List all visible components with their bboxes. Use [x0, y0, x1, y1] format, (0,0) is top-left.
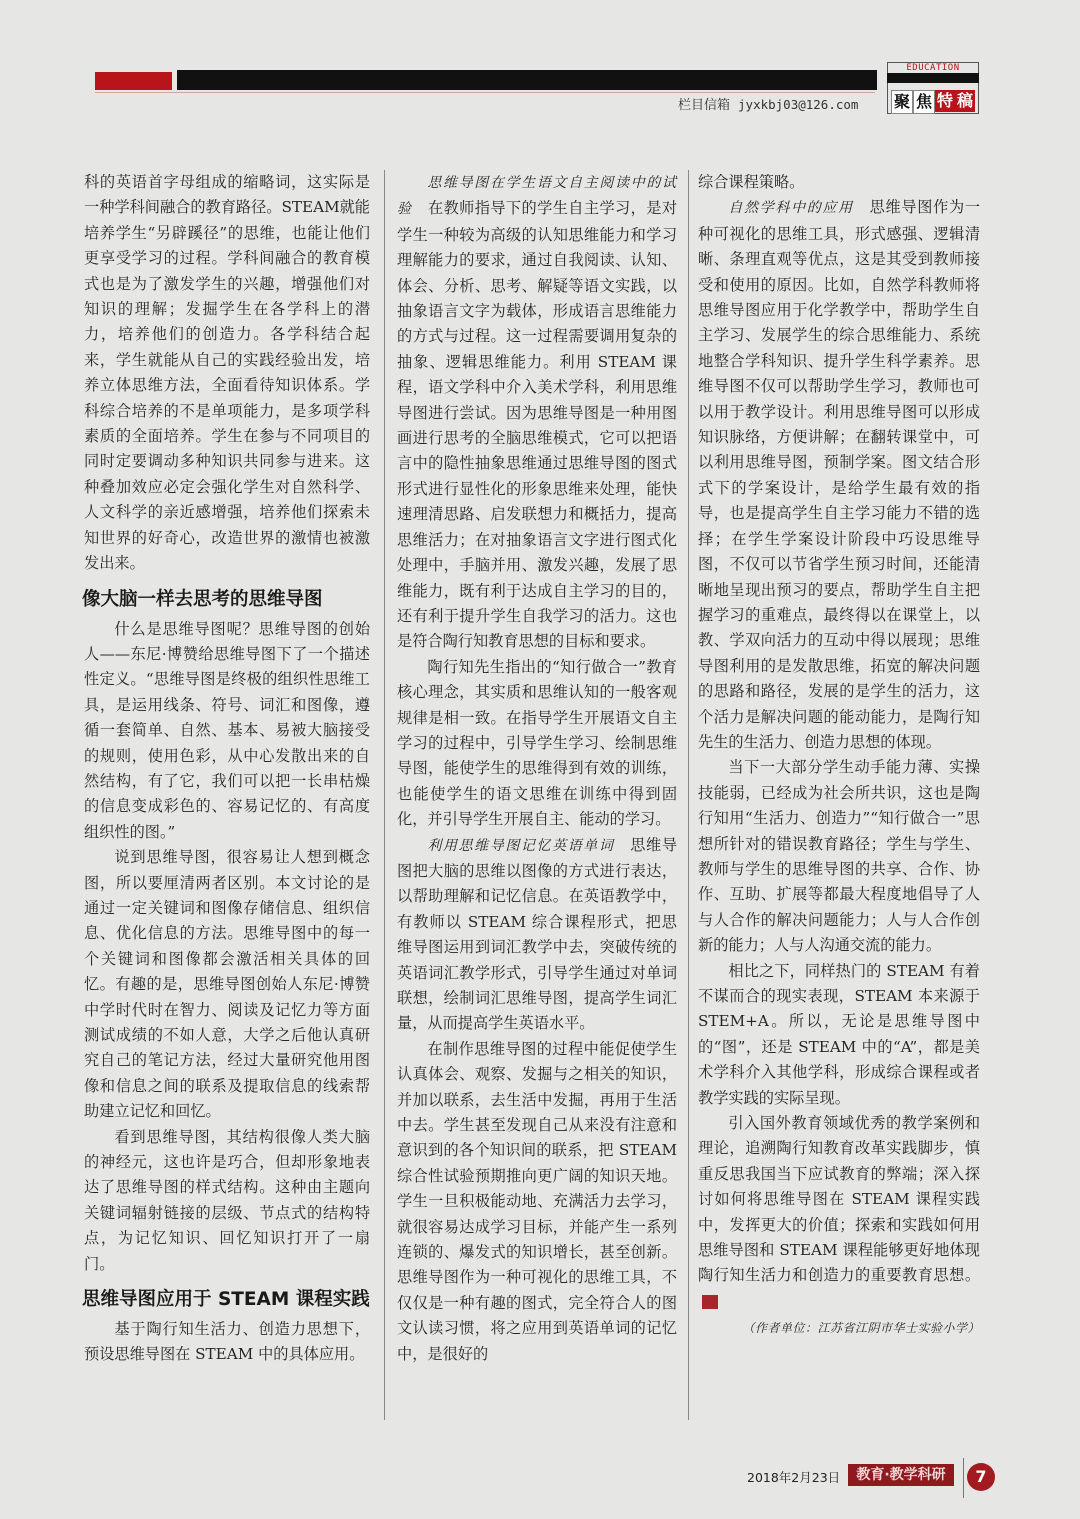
paragraph: 当下一大部分学生动手能力薄、实操技能弱，已经成为社会所共识，这也是陶行知用“生活力、创造力”“知行做合一”思想所针对的错误教育路径；学生与学生、教师与学生的思维导图的共享、合作、协作、互助、扩展等都最大程度地倡导了人与人合作的解决问题能力；人与人合作创新的能力；人与人沟通交流的能力。 — [698, 758, 980, 955]
paragraph: 什么是思维导图呢？思维导图的创始人——东尼·博赞给思维导图下了一个描述性定义。“思维导图是终极的组织性思维工具，是运用线条、符号、词汇和图像，遵循一套简单、自然、基本、易被大脑接受的规则，使用色彩，从中心发散出来的自然结构，有了它，我们可以把一长串枯燥的信息变成彩色的、容易记忆的、有高度组织性的图。” — [84, 619, 370, 841]
paragraph — [397, 833, 677, 1037]
issue-date: 2018年2月23日 — [747, 1470, 841, 1485]
author-affiliation: （作者单位：江苏省江阴市华士实验小学） — [742, 1321, 980, 1336]
paragraph-text: 在教师指导下的学生自主学习，是对学生一种较为高级的认知思维能力和学习理解能力的要求，通过自我阅读、认知、体会、分析、思考、解疑等语文实践，以抽象语言文字为载体，形成语言思维能力的方式与过程。这一过程需要调用复杂的抽象、逻辑思维能力。利用 STEAM 课程，语文学科中介入美术学科，利用思维导图进行尝试。因为思维导图是一种用图画进行思考的全脑思维模式，它可以把语言中的隐性抽象思维通过思维导图的图式形式进行显性化的形象思维来处理，能快速理清思路、启发联想力和概括力，提高思维活力；在对抽象语言文字进行图式化处理中，手脑并用、激发兴趣，发展了思维能力，既有利于达成自主学习的目的，还有利于提升学生自我学习的活力。这也是符合陶行知教育思想的目标和要求。 — [397, 199, 678, 651]
subsection-lead: 利用思维导图记忆英语单词 — [427, 837, 615, 854]
paragraph: 相比之下，同样热门的 STEAM 有着不谋而合的现实表现，STEAM 本来源于 STEM+A。所以，无论是思维导图中的“图”，还是 STEAM 中的“A”，都是美术学科介入其他学科，形成综合课程或者教学实践的实际呈现。 — [698, 961, 980, 1107]
paragraph — [698, 1111, 980, 1314]
column-divider — [384, 170, 385, 1420]
magazine-name: 教育·教学科研 — [848, 1464, 954, 1486]
badge-char: 聚 — [891, 90, 913, 114]
paragraph: 在制作思维导图的过程中能促使学生认真体会、观察、发掘与之相关的知识，并加以联系，去生活中发掘，再用于生活中去。学生甚至发现自己从来没有注意和意识到的各个知识间的联系，把 STEAM 综合性试验预期推向更广阔的知识天地。学生一旦积极能动地、充满活力去学习，就很容易达成学习目标，并能产生一系列连锁的、爆发式的知识增长，甚至创新。思维导图作为一种可视化的思维工具，不仅仅是一种有趣的图式，完全符合人的图文认读习惯，将之应用到英语单词的记忆中，是很好的 — [397, 1039, 677, 1363]
paragraph: 综合课程策略。 — [698, 173, 805, 191]
article-column-1 — [84, 170, 370, 1368]
badge-char: 焦 — [913, 90, 935, 114]
paragraph-text: 思维导图作为一种可视化的思维工具，形式感强、逻辑清晰、条理直观等优点，这是其受到教师接受和使用的原因。比如，自然学科教师将思维导图应用于化学教学中，帮助学生自主学习、发展学生的综合思维能力、系统地整合学科知识、提升学生科学素养。思维导图不仅可以帮助学生学习，教师也可以用于教学设计。利用思维导图可以形成知识脉络，方便讲解；在翻转课堂中，可以利用思维导图，预制学案。图文结合形式下的学案设计，是给学生最有效的指导，也是提高学生自主学习能力不错的选择；在学生学案设计阶段中巧设思维导图，不仅可以节省学生预习时间，还能清晰地呈现出预习的要点，帮助学生自主把握学习的重难点，最终得以在课堂上，以教、学双向活力的互动中得以展现；思维导图利用的是发散思维，拓宽的解决问题的思路和路径，发展的是学生的活力，这个活力是解决问题的能动能力，是陶行知先生的生活力、创造力思想的体现。 — [698, 198, 981, 751]
header-red-bar — [95, 72, 172, 90]
article-column-3 — [698, 170, 980, 1342]
section-heading: 思维导图应用于 STEAM 课程实践 — [82, 1289, 370, 1311]
header-divider — [95, 92, 875, 93]
mailbox-address: jyxkbj03@126.com — [738, 97, 859, 112]
subsection-lead: 自然学科中的应用 — [728, 200, 854, 217]
paragraph: 基于陶行知生活力、创造力思想下，预设思维导图在 STEAM 中的具体应用。 — [84, 1320, 370, 1364]
column-divider — [688, 170, 689, 1420]
mailbox-label: 栏目信箱 — [678, 98, 731, 113]
paragraph: 科的英语首字母组成的缩略词，这实际是一种学科间融合的教育路径。STEAM就能培养学生“另辟蹊径”的思维，也能让他们更享受学习的过程。学科间融合的教育模式也是为了激发学生的兴趣，增强他们对知识的理解；发掘学生在各学科上的潜力，培养他们的创造力。各学科结合起来，学生就能从自己的实践经验出发，培养立体思维方法，全面看待知识体系。学科综合培养的不是单项能力，是多项学科素质的全面培养。学生在参与不同项目的同时定要调动多种知识共同参与进来。这种叠加效应必定会强化学生对自然科学、人文科学的亲近感增强，培养他们探索未知世界的好奇心，改造世界的激情也被激发出来。 — [84, 173, 370, 573]
end-mark-icon — [702, 1295, 718, 1309]
footer-divider — [963, 1458, 964, 1498]
section-heading: 像大脑一样去思考的思维导图 — [82, 588, 323, 610]
paragraph-text: 引入国外教育领域优秀的教学案例和理论，追溯陶行知教育改革实践脚步，慎重反思我国当下应试教育的弊端；深入探讨如何将思维导图在 STEAM 课程实践中，发挥更大的价值；探索和实践如何用思维导图和 STEAM 课程能够更好地体现陶行知生活力和创造力的重要教育思想。 — [698, 1114, 980, 1285]
paragraph-text: 思维导图把大脑的思维以图像的方式进行表达，以帮助理解和记忆信息。在英语教学中，有教师以 STEAM 综合课程形式，把思维导图运用到词汇教学中去，突破传统的英语词汇教学形式，引导学生通过对单词联想，绘制词汇思维导图，提高学生词汇量，从而提高学生英语水平。 — [397, 835, 678, 1033]
paragraph — [698, 195, 980, 755]
section-badge — [887, 62, 979, 114]
badge-black-strip — [887, 73, 979, 83]
paragraph — [397, 170, 677, 655]
paragraph: 陶行知先生指出的“知行做合一”教育核心理念，其实质和思维认知的一般客观规律是相一致。在指导学生开展语文自主学习的过程中，引导学生学习、绘制思维导图，能使学生的思维得到有效的训练，也能使学生的语文思维在训练中得到固化，并引导学生开展自主、能动的学习。 — [397, 657, 677, 829]
paragraph: 说到思维导图，很容易让人想到概念图，所以要厘清两者区别。本文讨论的是通过一定关键词和图像存储信息、组织信息、优化信息的方法。思维导图中的每一个关键词和图像都会激活相关具体的回忆。有趣的是，思维导图创始人东尼·博赞中学时代时在智力、阅读及记忆力等方面测试成绩的不如人意，大学之后他认真研究自己的笔记方法，经过大量研究他用图像和信息之间的联系及提取信息的线索帮助建立记忆和回忆。 — [84, 848, 370, 1121]
badge-char: 特 — [936, 91, 953, 110]
badge-char: 稿 — [956, 91, 973, 110]
column-mailbox — [678, 94, 858, 113]
header-black-bar — [177, 70, 877, 90]
article-column-2 — [397, 170, 677, 1367]
paragraph: 看到思维导图，其结构很像人类大脑的神经元，这也许是巧合，但却形象地表达了思维导图的样式结构。这种由主题向关键词辐射链接的层级、节点式的结构特点，为记忆知识、回忆知识打开了一扇门。 — [84, 1127, 370, 1273]
badge-education-label: EDUCATION — [895, 63, 971, 73]
page-number: 7 — [967, 1463, 995, 1491]
subsection-lead: 思维导图在学生语文自主阅读中的试验 — [397, 175, 677, 218]
